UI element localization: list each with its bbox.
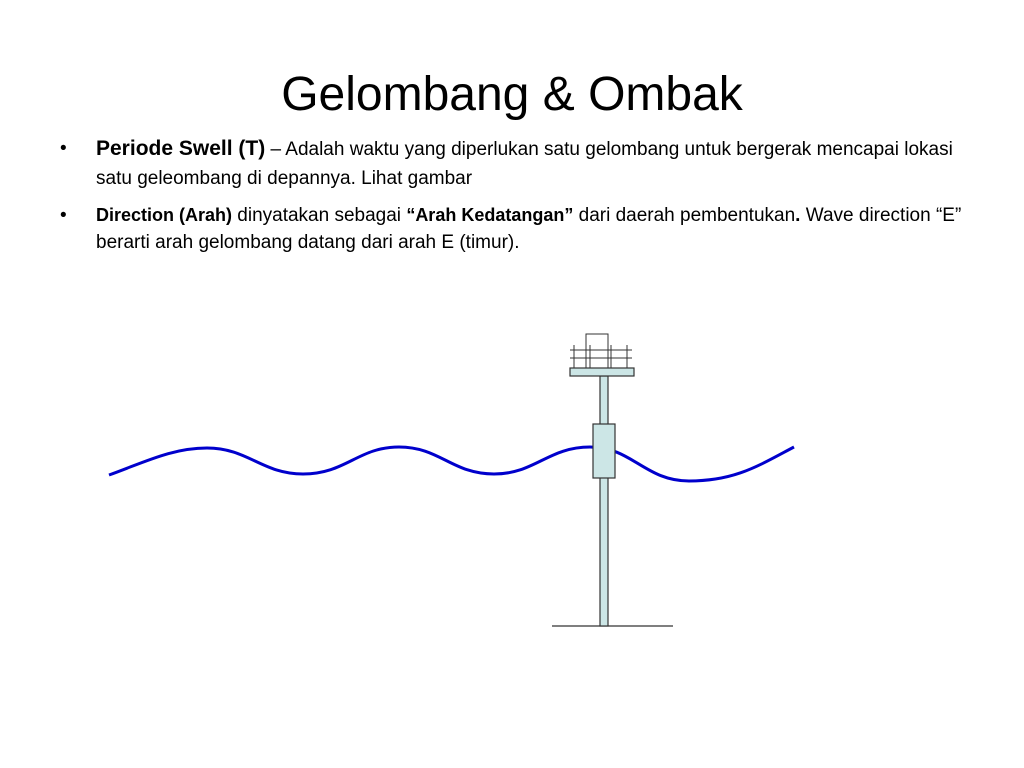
platform-railing [570,345,632,368]
bullet-text: dari daerah pembentukan [573,205,796,226]
bullet-text: – Adalah waktu yang diperlukan satu gelombang untuk bergerak mencapai lokasi satu geleombang di depannya. Lihat gambar [96,139,953,189]
bullet-symbol: • [60,205,67,226]
platform-float [593,424,615,478]
platform-pole [600,376,608,626]
bullet-period: . [795,205,801,226]
bullet-lead-term: Periode Swell (T) [96,137,266,160]
slide-title: Gelombang & Ombak [281,68,743,121]
platform-housing [586,334,608,368]
bullet-quote: “Arah Kedatangan” [406,205,574,225]
bullet-lead-term: Direction (Arah) [96,205,233,225]
bullet-text: dinyatakan sebagai [232,205,407,226]
wave-line [109,447,794,481]
bullet-symbol: • [60,138,67,159]
bullet-text: Wave direction “E” berarti arah gelombang datang dari arah E (timur). [96,205,962,253]
platform-deck [570,368,634,376]
